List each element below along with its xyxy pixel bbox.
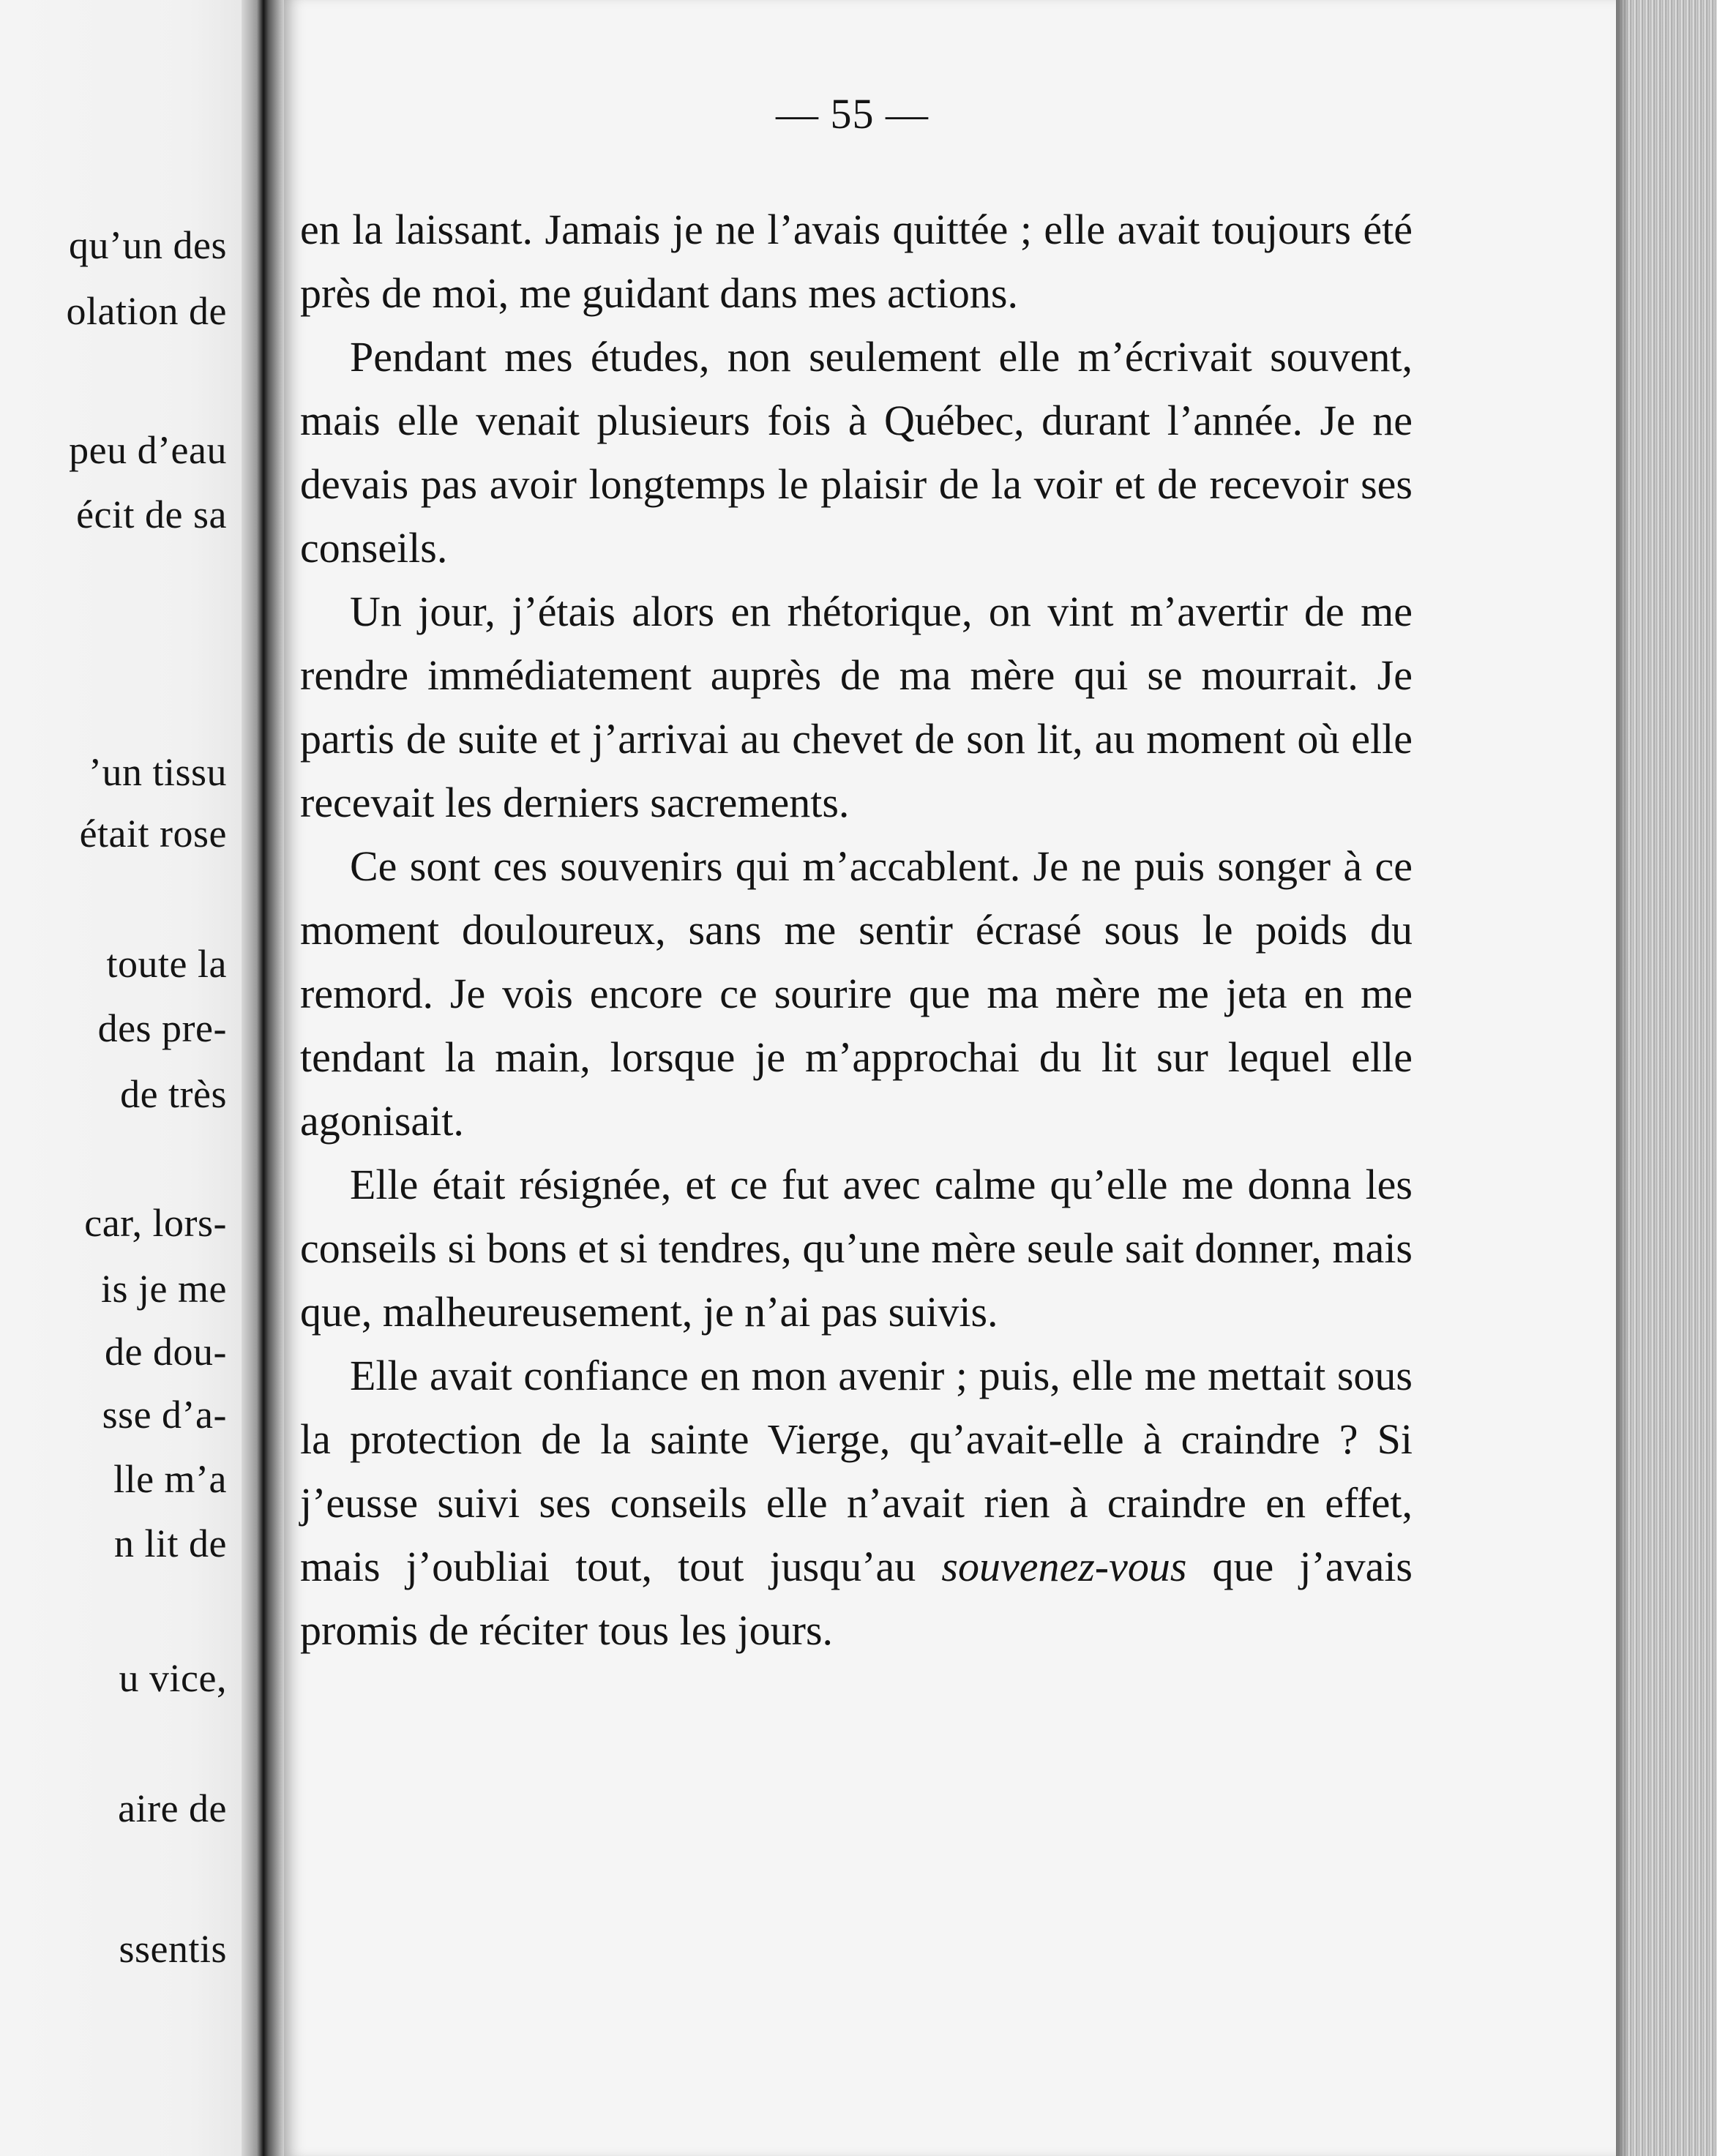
page-body-text (300, 198, 1413, 1662)
left-page-fragment (0, 0, 271, 2156)
italic-phrase: souvenez-vous (941, 1543, 1187, 1590)
left-line: qu’un des (69, 223, 227, 267)
left-line: écit de sa (76, 493, 227, 536)
left-line: des pre- (97, 1006, 227, 1050)
book-gutter (242, 0, 285, 2156)
paragraph: Pendant mes études, non seulement elle m’écrivait souvent, mais elle venait plusieurs fois à Québec, durant l’année. Je ne devais pas avoir longtemps le plaisir de la voir et de recevoir ses conseils. (300, 333, 1413, 572)
paragraph-text: que j’avais promis de réciter tous les jours. (300, 1543, 1413, 1654)
paragraph: Ce sont ces souvenirs qui m’accablent. Je ne puis songer à ce moment douloureux, sans me sentir écrasé sous le poids du remord. Je vois encore ce sourire que ma mère me jeta en me tendant la main, lorsque je m’approchai du lit sur lequel elle agonisait. (300, 842, 1413, 1145)
left-line: ’un tissu (88, 750, 227, 794)
left-line: n lit de (114, 1521, 227, 1565)
paragraph: en la laissant. Jamais je ne l’avais quittée ; elle avait toujours été près de moi, me guidant dans mes actions. (300, 206, 1413, 317)
left-line: aire de (118, 1786, 227, 1830)
page-edges (1616, 0, 1717, 2156)
left-line: car, lors- (84, 1201, 227, 1245)
left-line: is je me (101, 1267, 227, 1311)
paragraph (300, 1344, 1413, 1662)
paragraph: Un jour, j’étais alors en rhétorique, on vint m’avertir de me rendre immédiatement auprès de ma mère qui se mourrait. Je partis de suite et j’arrivai au chevet de son lit, au moment où elle recevait les derniers sacrements. (300, 588, 1413, 826)
left-line: olation de (66, 289, 227, 333)
left-line: u vice, (119, 1656, 227, 1700)
left-line: était rose (79, 812, 227, 856)
left-line: de très (120, 1072, 227, 1116)
left-line: ssentis (119, 1927, 227, 1971)
left-line: de dou- (105, 1330, 227, 1374)
left-line: peu d’eau (69, 428, 227, 472)
left-line: toute la (106, 942, 227, 986)
left-line: lle m’a (113, 1457, 227, 1501)
left-line: sse d’a- (102, 1393, 227, 1437)
paragraph-text: Elle avait confiance en mon avenir ; puis, elle me mettait sous la protection de la sainte Vierge, qu’avait-elle à craindre ? Si j’eusse suivi ses conseils elle n’avait rien à craindre en effet, mais j’oubliai tout, tout jusqu’au (300, 1352, 1413, 1590)
page-number: — 55 — (776, 90, 929, 138)
paragraph: Elle était résignée, et ce fut avec calme qu’elle me donna les conseils si bons et si tendres, qu’une mère seule sait donner, mais que, malheureusement, je n’ai pas suivis. (300, 1161, 1413, 1336)
